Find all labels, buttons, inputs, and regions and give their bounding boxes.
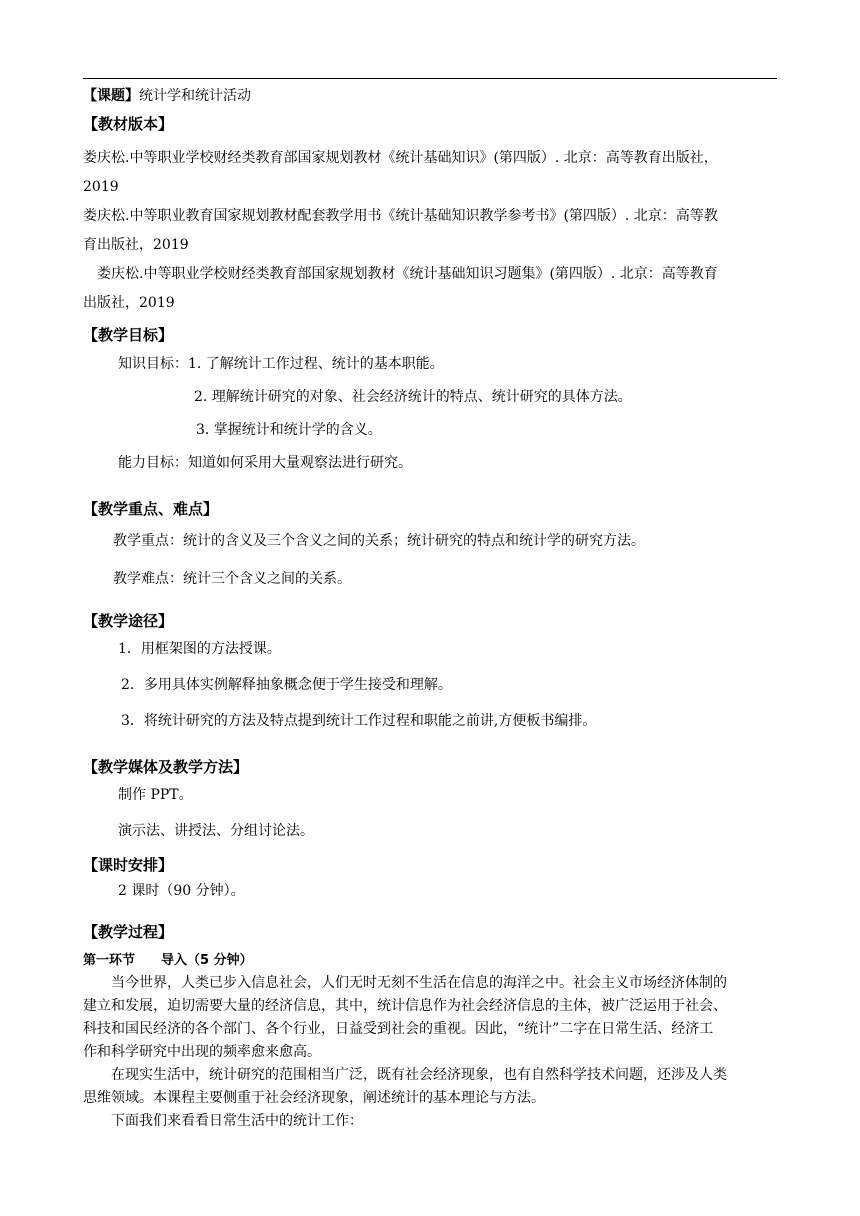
approach-item: 3．将统计研究的方法及特点提到统计工作过程和职能之前讲,方便板书编排。 — [121, 713, 597, 729]
teaching-focus: 教学重点：统计的含义及三个含义之间的关系；统计研究的特点和统计学的研究方法。 — [113, 533, 645, 549]
paragraph-line: 在现实生活中，统计研究的范围相当广泛，既有社会经济现象，也有自然科学技术问题，还涉及人类 — [111, 1067, 727, 1083]
media-item: 演示法、讲授法、分组讨论法。 — [118, 823, 314, 839]
paragraph-line: 作和科学研究中出现的频率愈来愈高。 — [83, 1044, 321, 1060]
textbook-ref-line: 娄庆松.中等职业学校财经类教育部国家规划教材《统计基础知识》(第四版）. 北京：高等教育出版社， — [83, 150, 718, 166]
process-paragraph — [83, 1065, 783, 1111]
paragraph-line: 科技和国民经济的各个部门、各个行业，日益受到社会的重视。因此，“统计”二字在日常生活、经济工 — [83, 1021, 714, 1037]
textbook-ref-line: 娄庆松.中等职业学校财经类教育部国家规划教材《统计基础知识习题集》(第四版）. 北京：高等教育 — [97, 266, 718, 282]
approach-item: 2．多用具体实例解释抽象概念便于学生接受和理解。 — [121, 677, 452, 693]
teaching-difficulty: 教学难点：统计三个含义之间的关系。 — [113, 571, 351, 587]
textbook-ref-line: 2019 — [83, 179, 119, 195]
document-content — [83, 86, 783, 1134]
process-paragraph — [83, 1111, 783, 1134]
approach-heading: 【教学途径】 — [83, 612, 174, 630]
textbook-ref — [83, 144, 783, 202]
topic-line — [83, 86, 783, 114]
textbook-ref-line: 娄庆松.中等职业教育国家规划教材配套教学用书《统计基础知识教学参考书》(第四版）. 北京：高等教 — [83, 208, 718, 224]
approach-item: 1．用框架图的方法授课。 — [118, 641, 281, 657]
ability-objective: 能力目标：知道如何采用大量观察法进行研究。 — [118, 455, 412, 471]
schedule-text: 2 课时（90 分钟）。 — [118, 883, 245, 899]
paragraph-line: 思维领域。本课程主要侧重于社会经济现象，阐述统计的基本理论与方法。 — [83, 1090, 545, 1106]
objective-text: 1. 了解统计工作过程、统计的基本职能。 — [188, 356, 444, 372]
objective-item — [83, 354, 783, 387]
process-heading: 【教学过程】 — [83, 923, 174, 941]
paragraph-line: 当今世界，人类已步入信息社会，人们无时无刻不生活在信息的海洋之中。社会主义市场经济体制的 — [111, 975, 727, 991]
topic-value: 统计学和统计活动 — [139, 88, 251, 104]
header-rule — [83, 78, 777, 79]
knowledge-label: 知识目标： — [118, 356, 188, 372]
objective-item: 2. 理解统计研究的对象、社会经济统计的特点、统计研究的具体方法。 — [194, 389, 632, 405]
textbook-ref-line: 育出版社，2019 — [83, 237, 189, 253]
objective-item: 3. 掌握统计和统计学的含义。 — [196, 422, 382, 438]
textbook-ref — [83, 260, 783, 318]
topic-label: 【课题】 — [83, 88, 139, 104]
paragraph-line: 下面我们来看看日常生活中的统计工作： — [111, 1113, 363, 1129]
textbook-ref — [83, 202, 783, 260]
media-item: 制作 PPT。 — [118, 787, 193, 803]
textbook-ref-line: 出版社，2019 — [83, 295, 175, 311]
schedule-heading: 【课时安排】 — [83, 856, 174, 874]
paragraph-line: 建立和发展，迫切需要大量的经济信息，其中，统计信息作为社会经济信息的主体，被广泛运用于社会、 — [83, 998, 727, 1014]
keypoints-heading: 【教学重点、难点】 — [83, 500, 219, 518]
textbook-heading: 【教材版本】 — [83, 115, 174, 133]
process-paragraph — [83, 973, 783, 1065]
objectives-heading: 【教学目标】 — [83, 326, 174, 344]
section-title: 第一环节 导入（5 分钟） — [83, 953, 253, 968]
media-heading: 【教学媒体及教学方法】 — [83, 758, 249, 776]
